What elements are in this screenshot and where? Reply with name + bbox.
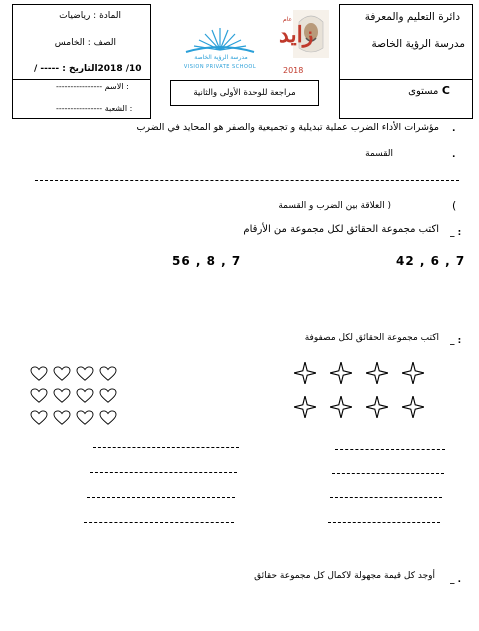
q1-sub-bullet: . [452,150,456,160]
star-icon [294,396,316,418]
name-line: ---------------- [56,82,103,91]
heart-icon [53,388,71,404]
q2-marker: _ : [450,228,462,238]
department-name: دائرة التعليم والمعرفة [364,11,460,23]
heart-icon [53,366,71,382]
q3-marker: _ : [450,336,462,346]
zayed-year: 2018 [283,66,304,75]
level-value: C [441,84,450,97]
star-icon [366,362,388,384]
q1-bullet: . [452,124,456,134]
q2-set-right: 42 , 6 , 7 [396,254,466,268]
school-name: مدرسة الرؤية الخاصة [371,38,465,50]
q2-set-left: 56 , 8 , 7 [172,254,242,268]
star-icon [366,396,388,418]
heart-icon [76,366,94,382]
left-answer-line-1 [93,447,239,448]
zayed-prefix: عام [283,16,293,23]
logo-school-name-ar: مدرسة الرؤية الخاصة [194,54,248,61]
zayed-text: زايد [279,22,314,48]
q2-text: اكتب مجموعة الحقائق لكل مجموعة من الأرقام [243,224,439,235]
star-icon [402,396,424,418]
date-text: 10/ 2018التاريخ : ----- / [34,64,142,74]
star-icon [402,362,424,384]
right-answer-line-4 [328,522,440,523]
header-right-level-box [339,79,473,119]
heart-icon [76,388,94,404]
name-row [56,82,129,91]
q1-sub-text: القسمة [365,149,393,159]
q3-text: اكتب مجموعة الحقائق لكل مصفوفة [304,333,439,343]
vision-school-logo [172,24,268,76]
date-label [34,64,142,74]
right-answer-line-2 [332,473,444,474]
hearts-array [30,366,130,436]
stars-array [288,362,448,422]
heart-icon [99,410,117,426]
q4-marker: _ . [450,575,462,585]
right-answer-line-1 [335,449,445,450]
section-line: ---------------- [56,104,103,113]
heart-icon [53,410,71,426]
section-row [56,104,132,113]
logo-school-name-en: VISION PRIVATE SCHOOL [183,64,257,70]
heart-icon [99,366,117,382]
grade-label: الصف : الخامس [54,38,116,48]
star-icon [330,362,352,384]
name-label: الاسم : [104,82,129,91]
star-icon [330,396,352,418]
relation-paren: ( [452,199,457,212]
section-label: الشعبة : [104,104,133,113]
right-answer-line-3 [330,497,442,498]
q1-text: مؤشرات الأداء الضرب عملية تبديلية و تجميعية والصفر هو المحايد في الضرب [136,122,439,133]
review-title: مراجعة للوحدة الأولى والثانية [193,88,296,98]
heart-icon [30,410,48,426]
q1-answer-line [35,180,459,181]
left-answer-line-3 [87,497,235,498]
relation-text: ( العلاقة بين الضرب و القسمة [278,201,391,211]
level-text: مستوى [408,86,439,97]
left-answer-line-4 [84,522,234,523]
heart-icon [30,388,48,404]
level-label [408,84,450,97]
heart-icon [30,366,48,382]
star-icon [294,362,316,384]
left-answer-line-2 [90,472,237,473]
zayed-year-logo [275,8,335,78]
heart-icon [99,388,117,404]
subject-label: المادة : رياضيات [59,11,121,21]
q4-text: أوجد كل قيمة مجهولة لاكمال كل مجموعة حقائق [254,571,435,581]
heart-icon [76,410,94,426]
